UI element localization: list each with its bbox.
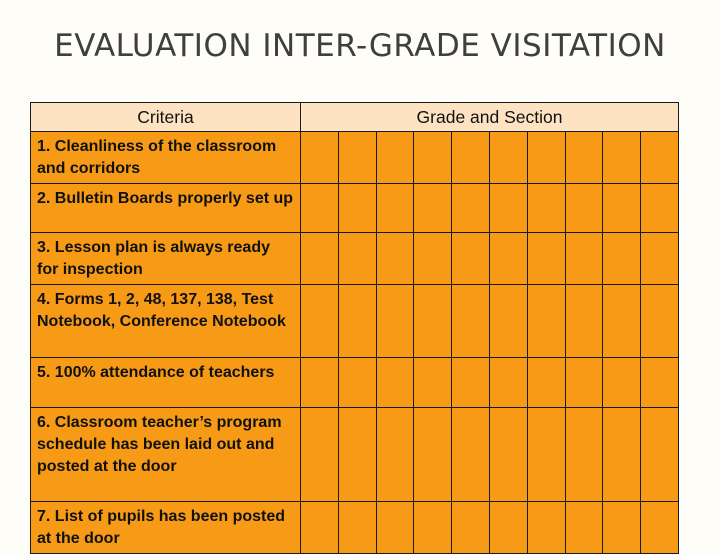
grade-cell[interactable] xyxy=(489,233,527,285)
grade-cell[interactable] xyxy=(489,285,527,358)
grade-cell[interactable] xyxy=(301,184,339,233)
criteria-cell: 7. List of pupils has been posted at the door xyxy=(31,502,301,554)
grade-cell[interactable] xyxy=(376,502,414,554)
grade-cell[interactable] xyxy=(338,132,376,184)
grade-cell[interactable] xyxy=(376,233,414,285)
grade-cell[interactable] xyxy=(301,132,339,184)
grade-cell[interactable] xyxy=(376,358,414,408)
grade-cell[interactable] xyxy=(603,408,641,502)
criteria-cell: 3. Lesson plan is always ready for inspection xyxy=(31,233,301,285)
grade-and-section-column-header: Grade and Section xyxy=(301,103,679,132)
grade-cell[interactable] xyxy=(641,502,679,554)
grade-cell[interactable] xyxy=(414,358,452,408)
criteria-cell: 4. Forms 1, 2, 48, 137, 138, Test Notebook, Conference Notebook xyxy=(31,285,301,358)
grade-cell[interactable] xyxy=(489,358,527,408)
table-row xyxy=(31,358,679,408)
grade-cell[interactable] xyxy=(603,233,641,285)
slide-title: EVALUATION INTER-GRADE VISITATION xyxy=(54,28,666,64)
table-row xyxy=(31,502,679,554)
grade-cell[interactable] xyxy=(641,408,679,502)
grade-cell[interactable] xyxy=(301,233,339,285)
grade-cell[interactable] xyxy=(565,502,603,554)
grade-cell[interactable] xyxy=(527,184,565,233)
grade-cell[interactable] xyxy=(527,408,565,502)
grade-cell[interactable] xyxy=(338,358,376,408)
grade-cell[interactable] xyxy=(603,184,641,233)
table-header-row xyxy=(31,103,679,132)
grade-cell[interactable] xyxy=(414,502,452,554)
grade-cell[interactable] xyxy=(565,184,603,233)
grade-cell[interactable] xyxy=(376,285,414,358)
grade-cell[interactable] xyxy=(376,408,414,502)
table-row xyxy=(31,233,679,285)
grade-cell[interactable] xyxy=(338,233,376,285)
grade-cell[interactable] xyxy=(452,408,490,502)
grade-cell[interactable] xyxy=(641,233,679,285)
grade-cell[interactable] xyxy=(414,408,452,502)
grade-cell[interactable] xyxy=(414,132,452,184)
grade-cell[interactable] xyxy=(338,502,376,554)
table-row xyxy=(31,285,679,358)
grade-cell[interactable] xyxy=(603,502,641,554)
grade-cell[interactable] xyxy=(565,285,603,358)
grade-cell[interactable] xyxy=(565,132,603,184)
criteria-cell: 6. Classroom teacher’s program schedule has been laid out and posted at the door xyxy=(31,408,301,502)
evaluation-table xyxy=(30,102,679,554)
grade-cell[interactable] xyxy=(414,184,452,233)
grade-cell[interactable] xyxy=(641,184,679,233)
table-row xyxy=(31,132,679,184)
grade-cell[interactable] xyxy=(641,285,679,358)
grade-cell[interactable] xyxy=(452,502,490,554)
criteria-cell: 2. Bulletin Boards properly set up xyxy=(31,184,301,233)
grade-cell[interactable] xyxy=(301,502,339,554)
grade-cell[interactable] xyxy=(527,502,565,554)
grade-cell[interactable] xyxy=(376,184,414,233)
grade-cell[interactable] xyxy=(301,285,339,358)
grade-cell[interactable] xyxy=(301,358,339,408)
grade-cell[interactable] xyxy=(301,408,339,502)
grade-cell[interactable] xyxy=(414,233,452,285)
grade-cell[interactable] xyxy=(527,285,565,358)
grade-cell[interactable] xyxy=(338,184,376,233)
grade-cell[interactable] xyxy=(603,132,641,184)
grade-cell[interactable] xyxy=(338,408,376,502)
criteria-column-header: Criteria xyxy=(31,103,301,132)
grade-cell[interactable] xyxy=(376,132,414,184)
grade-cell[interactable] xyxy=(527,132,565,184)
grade-cell[interactable] xyxy=(452,233,490,285)
grade-cell[interactable] xyxy=(489,184,527,233)
table-row xyxy=(31,408,679,502)
grade-cell[interactable] xyxy=(641,358,679,408)
grade-cell[interactable] xyxy=(452,184,490,233)
grade-cell[interactable] xyxy=(338,285,376,358)
grade-cell[interactable] xyxy=(489,408,527,502)
grade-cell[interactable] xyxy=(603,358,641,408)
grade-cell[interactable] xyxy=(489,502,527,554)
grade-cell[interactable] xyxy=(414,285,452,358)
grade-cell[interactable] xyxy=(452,358,490,408)
grade-cell[interactable] xyxy=(641,132,679,184)
criteria-cell: 5. 100% attendance of teachers xyxy=(31,358,301,408)
grade-cell[interactable] xyxy=(489,132,527,184)
grade-cell[interactable] xyxy=(565,358,603,408)
criteria-cell: 1. Cleanliness of the classroom and corridors xyxy=(31,132,301,184)
grade-cell[interactable] xyxy=(452,132,490,184)
grade-cell[interactable] xyxy=(452,285,490,358)
grade-cell[interactable] xyxy=(603,285,641,358)
grade-cell[interactable] xyxy=(565,233,603,285)
grade-cell[interactable] xyxy=(565,408,603,502)
grade-cell[interactable] xyxy=(527,358,565,408)
grade-cell[interactable] xyxy=(527,233,565,285)
table-row xyxy=(31,184,679,233)
